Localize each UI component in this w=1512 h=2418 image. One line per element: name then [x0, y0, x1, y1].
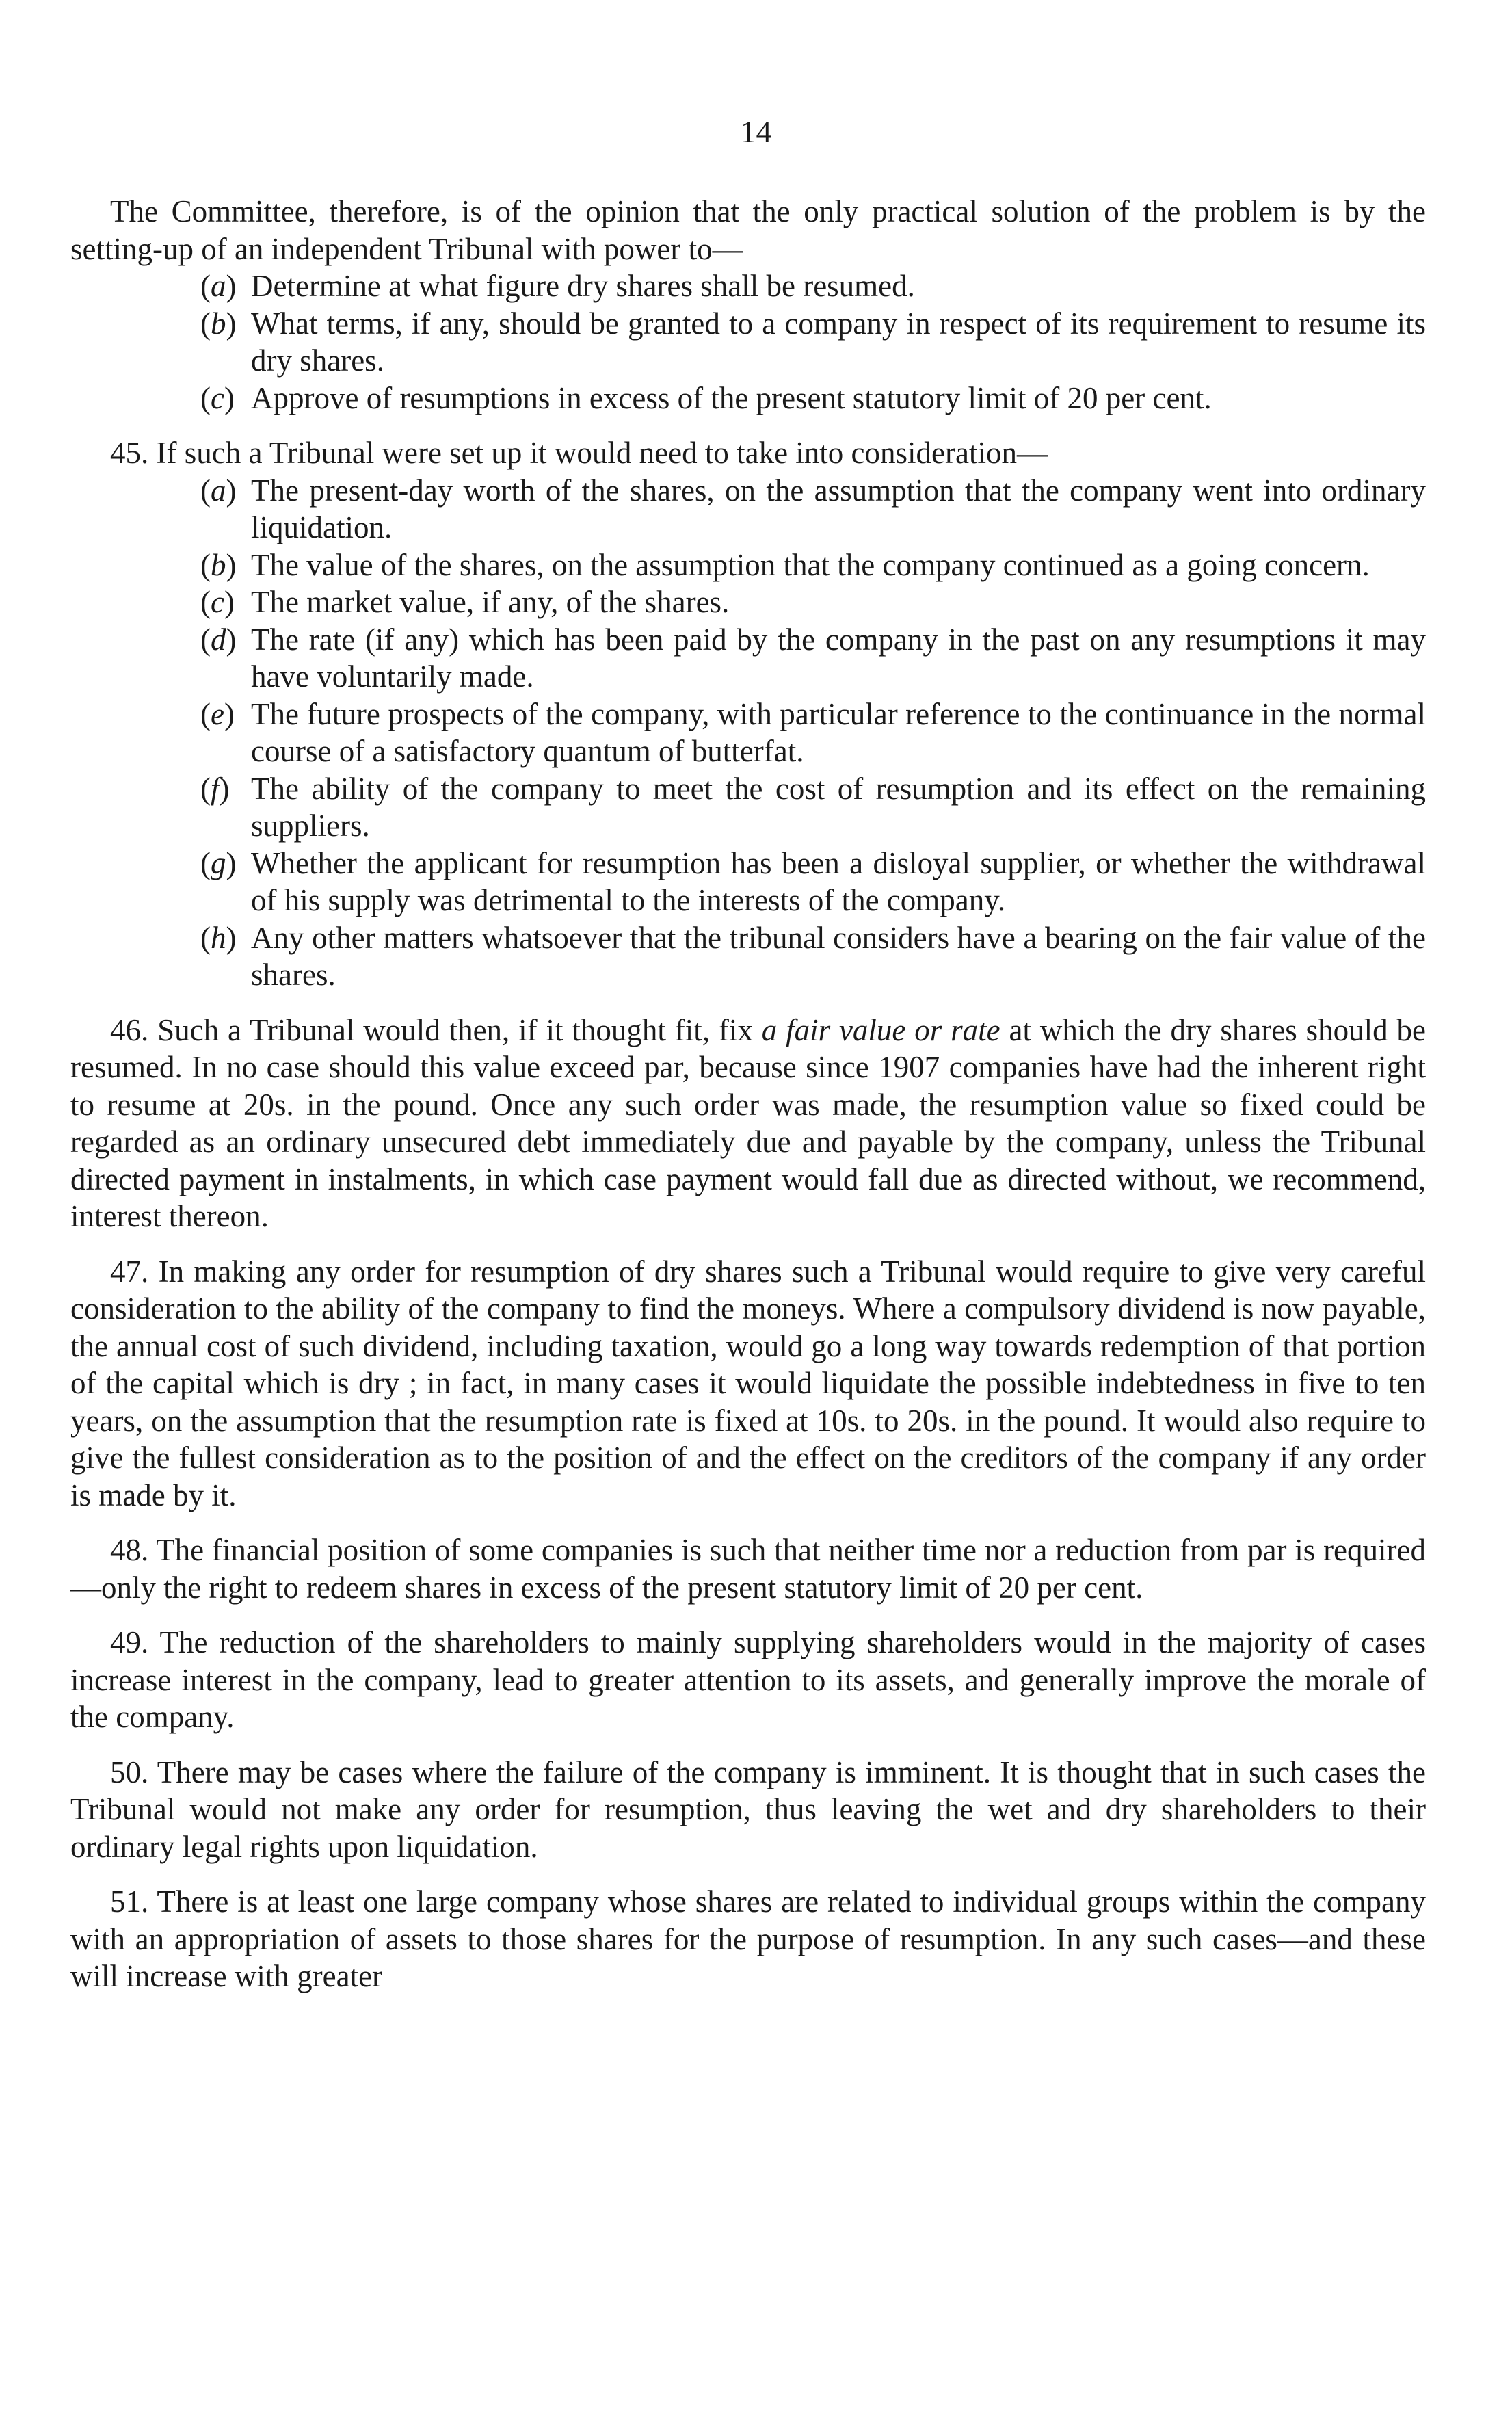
tribunal-powers-list: [70, 267, 1426, 417]
list-item-text: The future prospects of the company, with particular reference to the continuance in the normal course of a satisfactory quantum of butterfat.: [251, 696, 1426, 768]
page-number: 14: [740, 114, 772, 149]
paragraph-51: 51. There is at least one large company whose shares are related to individual groups within the company with an appropriation of assets to those shares for the purpose of resumption. In any such cases—and these will increase with greater: [70, 1884, 1426, 1993]
list-item-label: (g): [200, 845, 237, 880]
list-item-text: The market value, if any, of the shares.: [251, 585, 730, 619]
list-item: [70, 380, 1426, 417]
body-text: [70, 193, 1426, 1995]
intro-paragraph: The Committee, therefore, is of the opinion that the only practical solution of the problem is by the setting-up of an independent Tribunal with power to—: [70, 194, 1426, 266]
paragraph-49: 49. The reduction of the shareholders to mainly supplying shareholders would in the majority of cases increase interest in the company, lead to greater attention to its assets, and generally improve the morale of the company.: [70, 1625, 1426, 1734]
list-item: [70, 583, 1426, 621]
list-item-text: Determine at what figure dry shares shall be resumed.: [251, 269, 915, 303]
list-item: [70, 845, 1426, 919]
paragraph-46-start: 46. Such a Tribunal would then, if it thought fit, fix: [110, 1012, 762, 1047]
list-item: [70, 919, 1426, 994]
paragraph-46-emphasis: a fair value or rate: [761, 1012, 1000, 1047]
paragraph-46-end: at which the dry shares should be resumed. In no case should this value exceed par, because since 1907 companies have had the inherent right to resume at 20s. in the pound. Once any such order was made, the resumption value so fixed could be regarded as an ordinary unsecured debt immediately due and payable by the company, unless the Tribunal directed payment in instalments, in which case payment would fall due as directed without, we recommend, interest thereon.: [70, 1012, 1427, 1233]
list-item-text: The rate (if any) which has been paid by the company in the past on any resumptions it may have voluntarily made.: [251, 622, 1426, 694]
list-item-text: The present-day worth of the shares, on the assumption that the company went into ordinary liquidation.: [251, 473, 1426, 544]
list-item-label: (f): [200, 771, 230, 806]
considerations-list: [70, 472, 1426, 994]
list-item-label: (c): [200, 585, 235, 619]
list-item-label: (h): [200, 920, 237, 955]
paragraph-45: 45. If such a Tribunal were set up it would need to take into consideration—: [110, 436, 1048, 470]
paragraph-46: [70, 1012, 1426, 1235]
list-item-label: (b): [200, 547, 237, 582]
list-item-text: What terms, if any, should be granted to a company in respect of its requirement to resume its dry shares.: [251, 306, 1426, 378]
list-item: [70, 472, 1426, 547]
list-item: [70, 547, 1426, 584]
paragraph-50: 50. There may be cases where the failure of the company is imminent. It is thought that in such cases the Tribunal would not make any order for resumption, thus leaving the wet and dry shareholders to their ordinary legal rights upon liquidation.: [70, 1755, 1426, 1864]
list-item-text: Whether the applicant for resumption has been a disloyal supplier, or whether the withdrawal of his supply was detrimental to the interests of the company.: [251, 845, 1426, 917]
list-item-label: (e): [200, 696, 235, 731]
paragraph-47: 47. In making any order for resumption of dry shares such a Tribunal would require to give very careful consideration to the ability of the company to find the moneys. Where a compulsory dividend is now payable, the annual cost of such dividend, including taxation, would go a long way towards redemption of that portion of the capital which is dry ; in fact, in many cases it would liquidate the possible indebtedness in five to ten years, on the assumption that the resumption rate is fixed at 10s. to 20s. in the pound. It would also require to give the fullest consideration as to the position of and the effect on the creditors of the company if any order is made by it.: [70, 1254, 1426, 1512]
list-item-label: (c): [200, 380, 235, 415]
list-item-label: (b): [200, 306, 237, 341]
list-item: [70, 770, 1426, 845]
list-item: [70, 621, 1426, 696]
list-item-label: (a): [200, 473, 237, 508]
paragraph-48: 48. The financial position of some companies is such that neither time nor a reduction from par is required—only the right to redeem shares in excess of the present statutory limit of 20 per cent.: [70, 1533, 1426, 1605]
list-item: [70, 696, 1426, 770]
list-item-text: The value of the shares, on the assumption that the company continued as a going concern.: [251, 547, 1370, 582]
list-item-text: The ability of the company to meet the cost of resumption and its effect on the remaining suppliers.: [251, 771, 1426, 843]
list-item-label: (d): [200, 622, 237, 657]
list-item-text: Approve of resumptions in excess of the present statutory limit of 20 per cent.: [251, 380, 1212, 415]
list-item-label: (a): [200, 269, 237, 303]
list-item: [70, 267, 1426, 305]
list-item: [70, 305, 1426, 380]
list-item-text: Any other matters whatsoever that the tribunal considers have a bearing on the fair value of the shares.: [251, 920, 1426, 992]
